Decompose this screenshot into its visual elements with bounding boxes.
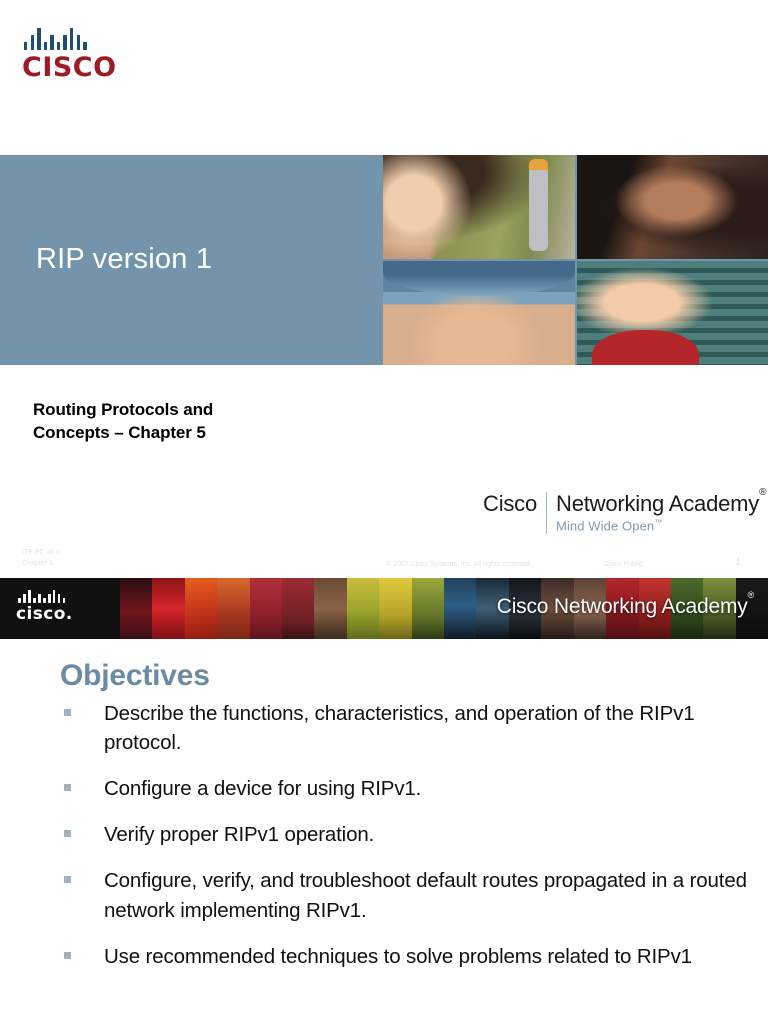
bullet-square-icon — [64, 952, 71, 959]
bullet-square-icon — [64, 876, 71, 883]
objectives-list — [58, 699, 758, 988]
collage-photo-bottom-right — [577, 261, 768, 365]
collage-photo-bottom-left — [383, 261, 575, 365]
netacad-divider — [546, 492, 547, 534]
cisco-wordmark: CISCO — [22, 52, 117, 83]
title-banner — [0, 155, 768, 365]
registered-mark-icon: ® — [759, 487, 767, 499]
footer-page-number: 1 — [735, 556, 742, 568]
strip-segment — [217, 578, 249, 639]
netacad-tagline — [556, 519, 766, 534]
bullet-square-icon — [64, 784, 71, 791]
registered-mark-icon: ® — [747, 589, 754, 600]
netacad-tagline-text: Mind Wide Open — [556, 518, 655, 534]
objectives-slide — [0, 639, 768, 1024]
bullet-square-icon — [64, 830, 71, 837]
page-title: RIP version 1 — [36, 243, 213, 275]
netacad-name — [556, 487, 767, 516]
objectives-heading: Objectives — [60, 659, 210, 692]
list-item — [58, 942, 758, 971]
academy-banner-label: Cisco Networking Academy — [496, 595, 748, 618]
list-item — [58, 820, 758, 849]
subtitle-line-1: Routing Protocols and — [33, 400, 214, 419]
photo-collage — [383, 155, 768, 365]
networking-academy-logo — [483, 487, 767, 534]
footer-left — [22, 548, 60, 569]
footer-course-code: ITE PC v4.0 — [22, 549, 60, 556]
list-item-text: Use recommended techniques to solve problems related to RIPv1 — [104, 944, 692, 968]
strip-segment — [282, 578, 314, 639]
cisco-bridge-icon-white — [16, 590, 106, 603]
list-item — [58, 699, 758, 757]
strip-segment — [412, 578, 444, 639]
strip-segment — [314, 578, 346, 639]
strip-segment — [120, 578, 152, 639]
strip-segment — [250, 578, 282, 639]
academy-banner — [0, 578, 768, 639]
list-item — [58, 866, 758, 924]
list-item-text: Configure a device for using RIPv1. — [104, 777, 422, 801]
list-item-text: Describe the functions, characteristics, and operation of the RIPv1 protocol. — [104, 702, 695, 755]
list-item — [58, 774, 758, 803]
cisco-bridge-icon — [22, 28, 132, 50]
strip-segment — [444, 578, 476, 639]
strip-segment — [347, 578, 379, 639]
collage-photo-top-left — [383, 155, 575, 259]
netacad-name-text: Networking Academy — [556, 491, 760, 516]
footer-copyright: © 2007 Cisco Systems, Inc. All rights reserved. — [386, 561, 532, 568]
academy-banner-text — [496, 589, 754, 619]
course-subtitle — [33, 398, 213, 445]
netacad-cisco-word: Cisco — [483, 491, 538, 516]
footer-classification: Cisco Public — [604, 561, 643, 568]
cisco-wordmark-white: cisco. — [16, 604, 73, 624]
list-item-text: Configure, verify, and troubleshoot default routes propagated in a routed network implementing RIPv1. — [104, 869, 747, 922]
bullet-square-icon — [64, 709, 71, 716]
subtitle-line-2: Concepts – Chapter 5 — [33, 423, 206, 443]
list-item-text: Verify proper RIPv1 operation. — [104, 823, 375, 847]
footer-chapter: Chapter 1 — [22, 559, 53, 567]
strip-segment — [152, 578, 184, 639]
strip-segment — [185, 578, 217, 639]
strip-segment — [379, 578, 411, 639]
trademark-mark-icon: ™ — [654, 518, 663, 528]
cisco-logo-white — [16, 590, 106, 623]
collage-photo-top-right — [577, 155, 768, 259]
cisco-logo — [22, 28, 132, 83]
